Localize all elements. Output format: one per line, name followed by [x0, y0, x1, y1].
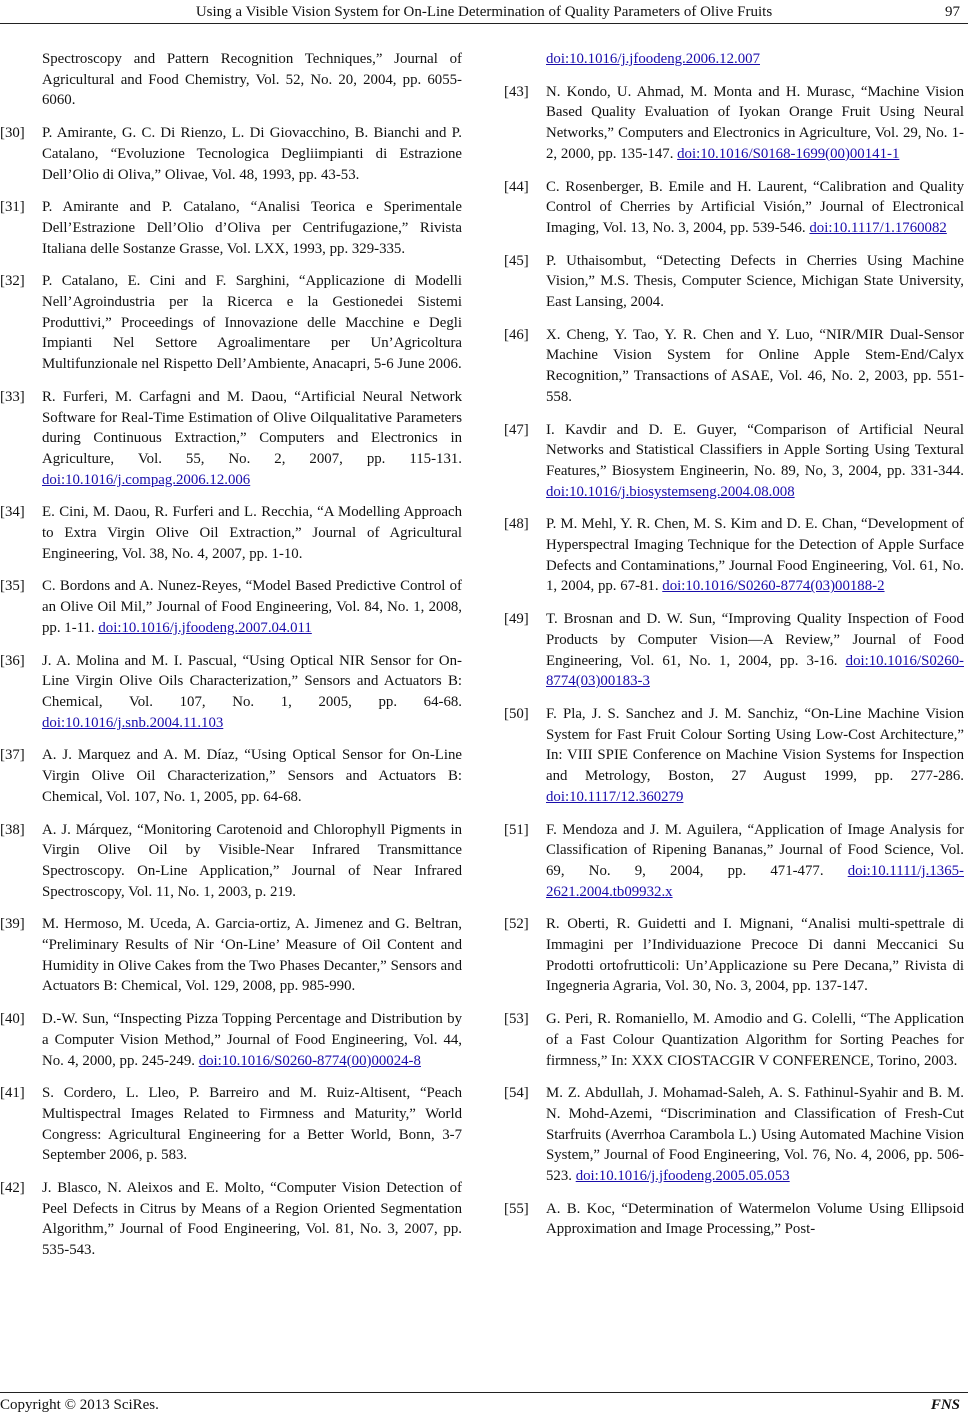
doi-link[interactable]: doi:10.1016/j.jfoodeng.2005.05.053: [575, 1168, 790, 1185]
reference-item: [504, 420, 964, 503]
doi-link[interactable]: doi:10.1016/S0260-8774(03)00183-3: [546, 652, 964, 690]
doi-link[interactable]: doi:10.1117/12.360279: [546, 788, 684, 805]
reference-item: [0, 1083, 462, 1166]
reference-number: [50]: [504, 705, 529, 722]
reference-text: N. Kondo, U. Ahmad, M. Monta and H. Murasc, “Machine Vision Based Quality Evaluation of Iyokan Orange Fruit Using Neural Networks,” Computers and Electronics in Agriculture, Vol. 29, No. 1-2, 2000, pp. 135-147.: [546, 83, 964, 162]
reference-text: X. Cheng, Y. Tao, Y. R. Chen and Y. Luo, “NIR/MIR Dual-Sensor Machine Vision System for Online Apple Stem-End/Calyx Recognition,” Transactions of ASAE, Vol. 46, No. 2, 2003, pp. 551-558.: [546, 326, 964, 405]
reference-number: [30]: [0, 125, 25, 142]
reference-item: [504, 514, 964, 597]
reference-text: P. Amirante, G. C. Di Rienzo, L. Di Giovacchino, B. Bianchi and P. Catalano, “Evoluzione Tecnologica Degliimpianti di Estrazione Dell’Olio di Oliva,” Olivae, Vol. 48, 1993, pp. 43-53.: [42, 125, 462, 183]
footer-rule: [0, 1392, 968, 1393]
reference-text: C. Rosenberger, B. Emile and H. Laurent, “Calibration and Quality Control of Cherries by Artificial Visión,” Journal of Electronical Imaging, Vol. 13, No. 3, 2004, pp. 539-546.: [546, 178, 964, 236]
reference-item: [504, 177, 964, 239]
reference-text: P. M. Mehl, Y. R. Chen, M. S. Kim and D. E. Chan, “Development of Hyperspectral Imaging Technique for the Detection of Apple Surface Defects and Contaminations,” Journal Food Engineering, Vol. 61, No. 1, 2004, pp. 67-81.: [546, 516, 964, 595]
reference-number: [33]: [0, 388, 25, 405]
doi-link[interactable]: doi:10.1016/j.snb.2004.11.103: [42, 714, 224, 731]
reference-text: J. Blasco, N. Aleixos and E. Molto, “Computer Vision Detection of Peel Defects in Citrus by Means of a Region Oriented Segmentation Algorithm,” Journal of Food Engineering, Vol. 81, No. 3, 2007, pp. 535-543.: [42, 1180, 462, 1259]
reference-number: [46]: [504, 326, 529, 343]
reference-item: [504, 609, 964, 692]
reference-item: [504, 914, 964, 997]
reference-number: [55]: [504, 1200, 529, 1217]
reference-number: [44]: [504, 178, 529, 195]
left-column: [0, 49, 462, 1273]
page-number: 97: [945, 4, 960, 20]
reference-text: J. A. Molina and M. I. Pascual, “Using Optical NIR Sensor for On-Line Virgin Olive Oils Characterization,” Sensors and Actuators B: Chemical, Vol. 107, No. 1, 2005, pp. 64-68.: [42, 652, 462, 710]
right-column: [504, 49, 964, 1252]
reference-number: [52]: [504, 916, 529, 933]
reference-text: A. J. Marquez and A. M. Díaz, “Using Optical Sensor for On-Line Virgin Olive Oil Characterization,” Sensors and Actuators B: Chemical, Vol. 107, No. 1, 2005, pp. 64-68.: [42, 747, 462, 805]
reference-item: [0, 820, 462, 903]
reference-text: C. Bordons and A. Nunez-Reyes, “Model Based Predictive Control of an Olive Oil Mil,” Journal of Food Engineering, Vol. 84, No. 1, 2008, pp. 1-11.: [42, 578, 462, 636]
reference-text: P. Amirante and P. Catalano, “Analisi Teorica e Sperimentale Dell’Estrazione Dell’Olio d’Oliva per Centrifugazione,” Rivista Italiana delle Sostanze Grasse, Vol. LXX, 1993, pp. 329-335.: [42, 199, 462, 257]
reference-text: I. Kavdir and D. E. Guyer, “Comparison of Artificial Neural Networks and Statistical Classifiers in Apple Sorting Using Textural Features,” Biosystem Engineerin, No. 89, No, 3, 2004, pp. 331-344.: [546, 421, 964, 479]
reference-item: [504, 325, 964, 408]
reference-text: A. J. Márquez, “Monitoring Carotenoid and Chlorophyll Pigments in Virgin Olive Oil by Visible-Near Infrared Transmittance Spectroscopy. On-Line Application,” Journal of Near Infrared Spectroscopy, Vol. 11, No. 1, 2003, p. 219.: [42, 821, 462, 900]
doi-link[interactable]: doi:10.1016/j.jfoodeng.2007.04.011: [98, 619, 312, 636]
reference-number: [38]: [0, 821, 25, 838]
reference-list-right: [504, 82, 964, 1240]
reference-number: [53]: [504, 1011, 529, 1028]
reference-number: [31]: [0, 199, 25, 216]
reference-list-left: [0, 123, 462, 1261]
reference-item: [0, 197, 462, 259]
reference-text: M. Hermoso, M. Uceda, A. Garcia-ortiz, A. Jimenez and G. Beltran, “Preliminary Results of Nir ‘On-Line’ Measure of Oil Content and Humidity in Olive Cakes from the Two Phases Decanter,” Sensors and Actuators B: Chemical, Vol. 129, 2008, pp. 985-990.: [42, 916, 462, 995]
reference-item: [0, 651, 462, 734]
reference-item: [504, 82, 964, 165]
doi-link[interactable]: doi:10.1016/j.compag.2006.12.006: [42, 471, 251, 488]
reference-continuation: [504, 49, 964, 70]
reference-text: R. Furferi, M. Carfagni and M. Daou, “Artificial Neural Network Software for Real-Time Estimation of Olive Oilqualitative Parameters during Continuous Extraction,” Computers and Electronics in Agriculture, Vol. 55, No. 2, 2007, pp. 115-131.: [42, 388, 462, 467]
reference-item: [0, 1178, 462, 1261]
reference-item: [0, 123, 462, 185]
reference-text: G. Peri, R. Romaniello, M. Amodio and G. Colelli, “The Application of a Fast Colour Quantization Algorithm for Sorting Peaches for firmness,” In: XXX CIOSTACGIR V CONFERENCE, Torino, 2003.: [546, 1011, 964, 1069]
reference-number: [43]: [504, 83, 529, 100]
reference-item: [504, 251, 964, 313]
doi-link[interactable]: doi:10.1016/S0260-8774(00)00024-8: [198, 1052, 421, 1069]
reference-item: [0, 914, 462, 997]
reference-item: [0, 387, 462, 491]
reference-text: F. Pla, J. S. Sanchez and J. M. Sanchiz, “On-Line Machine Vision System for Fast Fruit Colour Sorting Using Low-Cost Architecture,” In: VIII SPIE Conference on Machine Vision Systems for Inspection and Metrology, Boston, 27 August 1999, pp. 277-286.: [546, 705, 964, 785]
reference-number: [45]: [504, 252, 529, 269]
journal-abbreviation: FNS: [930, 1397, 960, 1413]
reference-number: [36]: [0, 652, 25, 669]
reference-continuation: [0, 49, 462, 111]
reference-text: T. Brosnan and D. W. Sun, “Improving Quality Inspection of Food Products by Computer Vision—A Review,” Journal of Food Engineering, Vol. 61, No. 1, 2004, pp. 3-16.: [546, 611, 964, 669]
reference-item: [504, 1199, 964, 1240]
doi-link[interactable]: doi:10.1016/S0260-8774(03)00188-2: [662, 578, 885, 595]
reference-number: [42]: [0, 1180, 25, 1197]
reference-item: [0, 1009, 462, 1071]
reference-text: A. B. Koc, “Determination of Watermelon Volume Using Ellipsoid Approximation and Image Processing,” Post-: [546, 1200, 964, 1238]
doi-link[interactable]: doi:10.1117/1.1760082: [809, 219, 947, 236]
running-title: Using a Visible Vision System for On-Line Determination of Quality Parameters of Olive Fruits: [195, 4, 773, 20]
doi-link[interactable]: doi:10.1111/j.1365-2621.2004.tb09932.x: [546, 862, 964, 900]
reference-number: [34]: [0, 504, 25, 521]
running-header: [0, 0, 968, 28]
reference-number: [51]: [504, 821, 529, 838]
reference-item: [504, 1083, 964, 1187]
reference-text: P. Uthaisombut, “Detecting Defects in Cherries Using Machine Vision,” M.S. Thesis, Computer Science, Michigan State University, East Lansing, 2004.: [546, 252, 964, 311]
reference-number: [39]: [0, 916, 25, 933]
doi-link[interactable]: doi:10.1016/S0168-1699(00)00141-1: [677, 145, 900, 162]
reference-text: R. Oberti, R. Guidetti and I. Mignani, “Analisi multi-spettrale di Immagini per l’Individuazione Precoce Di danni Meccanici Su Prodotti ortofrutticoli: Un’Applicazione su Pere Decana,” Rivista di Ingegneria Agraria, Vol. 30, No. 3, 2004, pp. 137-147.: [546, 916, 964, 995]
reference-text: D.-W. Sun, “Inspecting Pizza Topping Percentage and Distribution by a Computer Vision Method,” Journal of Food Engineering, Vol. 44, No. 4, 2000, pp. 245-249.: [42, 1011, 462, 1069]
reference-number: [37]: [0, 747, 25, 764]
reference-text: M. Z. Abdullah, J. Mohamad-Saleh, A. S. Fathinul-Syahir and B. M. N. Mohd-Azemi, “Discrimination and Classification of Fresh-Cut Starfruits (Averrhoa Carambola L.) Using Automated Machine Vision System,” Journal of Food Engineering, Vol. 76, No. 4, 2006, pp. 506-523.: [546, 1085, 964, 1185]
reference-text: Spectroscopy and Pattern Recognition Techniques,” Journal of Agricultural and Food Chemistry, Vol. 52, No. 20, 2004, pp. 6055-6060.: [42, 51, 462, 109]
reference-item: [0, 745, 462, 807]
header-rule: [0, 23, 968, 24]
reference-item: [504, 1009, 964, 1071]
reference-number: [48]: [504, 516, 529, 533]
reference-number: [32]: [0, 273, 25, 290]
reference-number: [54]: [504, 1085, 529, 1102]
reference-item: [504, 820, 964, 903]
copyright-notice: Copyright © 2013 SciRes.: [0, 1397, 159, 1413]
reference-item: [0, 271, 462, 375]
reference-item: [0, 576, 462, 638]
reference-number: [41]: [0, 1085, 25, 1102]
reference-text: S. Cordero, L. Lleo, P. Barreiro and M. Ruiz-Altisent, “Peach Multispectral Images Related to Firmness and Maturity,” World Congress: Agricultural Engineering for a Better World, Bonn, 3-7 September 2006, p. 583.: [42, 1085, 462, 1164]
reference-item: [0, 502, 462, 564]
reference-item: [504, 704, 964, 808]
doi-link[interactable]: doi:10.1016/j.jfoodeng.2006.12.007: [546, 51, 760, 67]
page-footer: [0, 1392, 968, 1414]
reference-number: [47]: [504, 421, 529, 438]
reference-number: [35]: [0, 578, 25, 595]
reference-text: P. Catalano, E. Cini and F. Sarghini, “Applicazione di Modelli Nell’Agroindustria per la Ricerca e la Gestionedei Sistemi Produttivi,” Proceedings of Innovazione delle Macchine e Degli Impianti Nel Settore Agroalimentare per Un’Agricoltura Multifunzionale nel Rispetto Dell’Ambiente, Anacapri, 5-6 June 2006.: [42, 273, 462, 373]
doi-link[interactable]: doi:10.1016/j.biosystemseng.2004.08.008: [546, 483, 795, 500]
reference-number: [40]: [0, 1011, 25, 1028]
reference-number: [49]: [504, 611, 529, 628]
reference-text: F. Mendoza and J. M. Aguilera, “Application of Image Analysis for Classification of Ripening Bananas,” Journal of Food Science, Vol. 69, No. 9, 2004, pp. 471-477.: [546, 821, 964, 879]
reference-text: E. Cini, M. Daou, R. Furferi and L. Recchia, “A Modelling Approach to Extra Virgin Olive Oil Extraction,” Journal of Agricultural Engineering, Vol. 38, No. 4, 2007, pp. 1-10.: [42, 504, 462, 562]
